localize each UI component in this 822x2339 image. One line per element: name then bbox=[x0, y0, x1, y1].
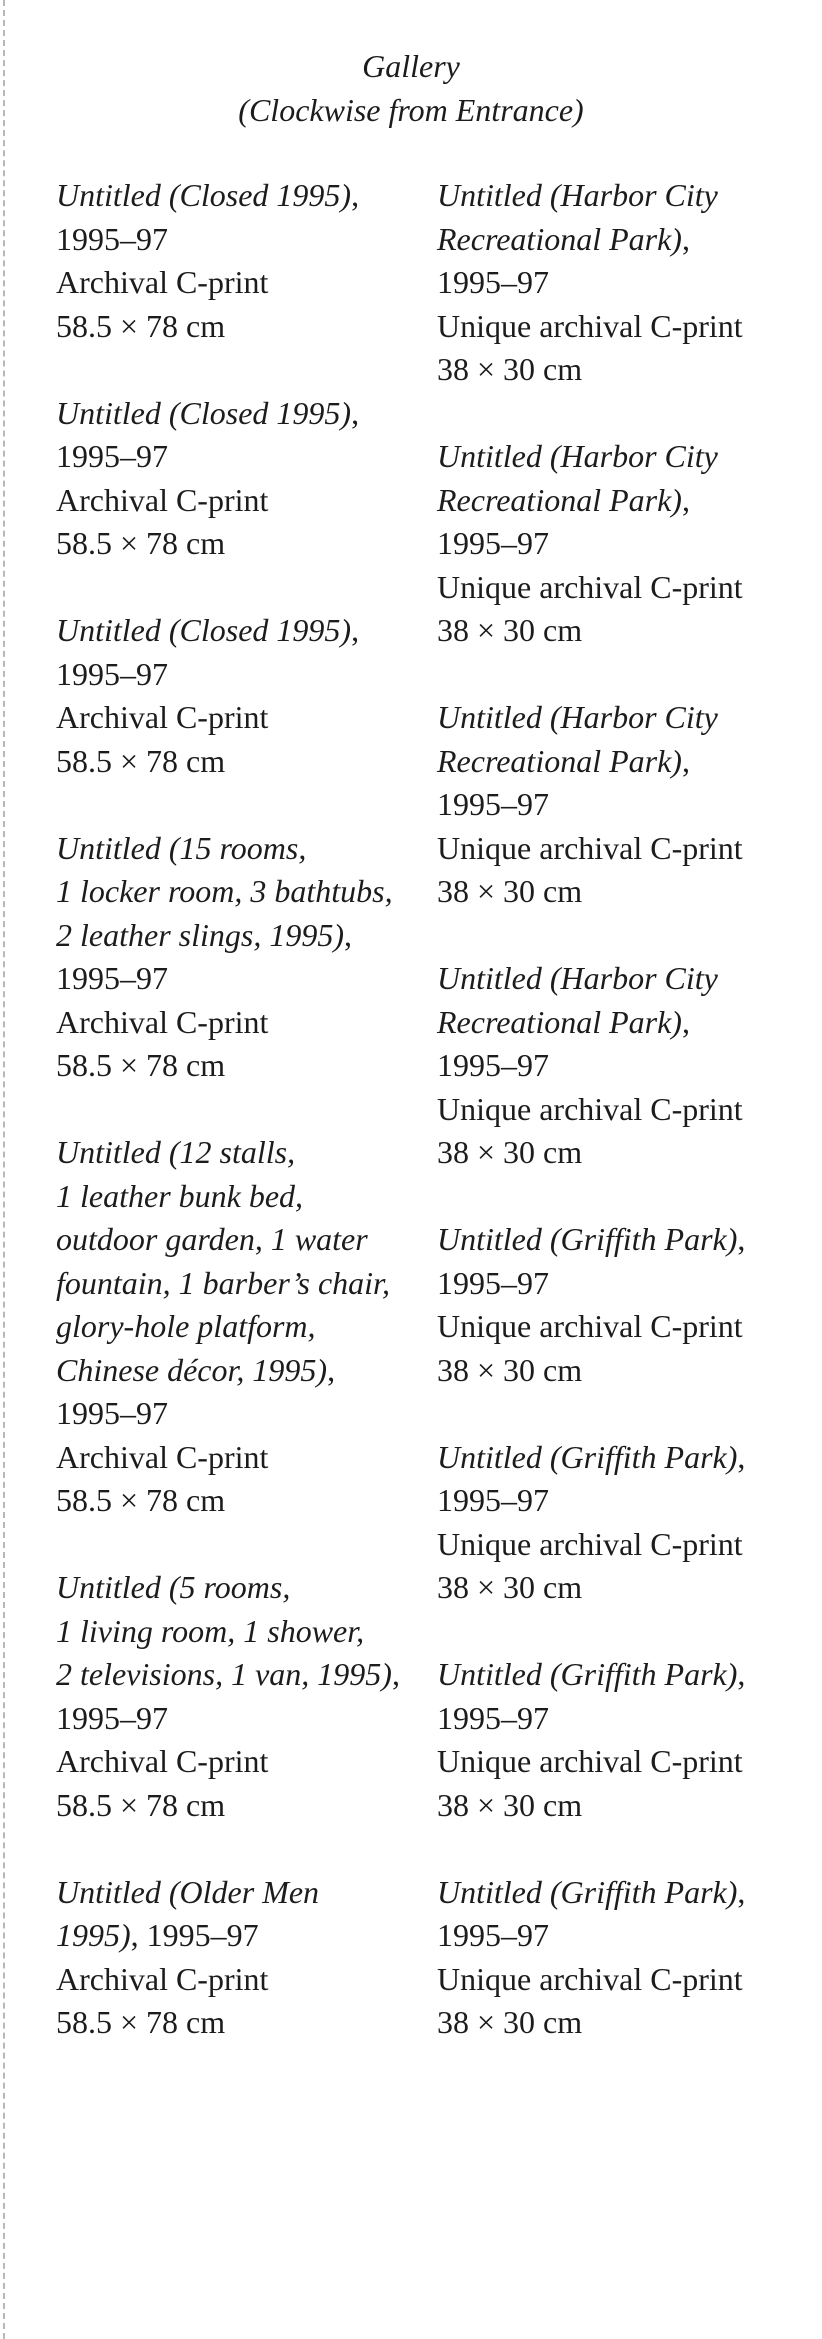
artwork-dimensions: 58.5 × 78 cm bbox=[56, 525, 226, 561]
artwork-title-text: Untitled (Harbor City bbox=[437, 177, 718, 213]
artwork-medium: Unique archival C-print bbox=[437, 1960, 743, 1997]
artwork-entry bbox=[437, 435, 822, 653]
artwork-title-line bbox=[56, 1262, 456, 1306]
artwork-dimensions: 38 × 30 cm bbox=[437, 612, 583, 648]
artwork-entry bbox=[437, 957, 822, 1175]
artwork-medium: Archival C-print bbox=[56, 1003, 269, 1040]
artwork-date: 1995–97 bbox=[56, 960, 168, 996]
artwork-title-suffix: , bbox=[681, 1003, 690, 1040]
artwork-entry bbox=[56, 392, 456, 566]
artwork-date: 1995–97 bbox=[437, 1917, 549, 1953]
artwork-title-text: Untitled (Closed 1995) bbox=[56, 612, 352, 648]
artwork-entry bbox=[56, 1131, 456, 1523]
artwork-date: 1995–97 bbox=[437, 525, 549, 561]
artwork-title-text: glory-hole platform, bbox=[56, 1308, 316, 1344]
artwork-date: 1995–97 bbox=[56, 1699, 168, 1736]
artwork-entry bbox=[437, 1871, 822, 2045]
artwork-title-line bbox=[437, 1001, 822, 1045]
artwork-title-text: 1 locker room, 3 bathtubs, bbox=[56, 873, 393, 909]
artwork-title-text: Untitled (Harbor City bbox=[437, 699, 718, 735]
artwork-title-text: 1995) bbox=[56, 1917, 131, 1953]
artwork-title-suffix: , bbox=[327, 1351, 336, 1388]
artwork-title-text: Recreational Park) bbox=[437, 481, 682, 518]
artwork-medium: Archival C-print bbox=[56, 481, 269, 518]
artwork-medium: Archival C-print bbox=[56, 1438, 269, 1475]
artwork-title-suffix: , bbox=[737, 1873, 746, 1910]
right-checklist-column bbox=[437, 174, 822, 2045]
artwork-entry bbox=[56, 827, 456, 1088]
artwork-title-suffix: , bbox=[351, 394, 360, 431]
artwork-date: 1995–97 bbox=[437, 1482, 549, 1518]
artwork-title-line bbox=[56, 392, 456, 436]
artwork-title-line bbox=[56, 609, 456, 653]
artwork-date: 1995–97 bbox=[437, 264, 549, 300]
artwork-title-text: Untitled (12 stalls, bbox=[56, 1134, 296, 1170]
artwork-title-suffix: , bbox=[681, 481, 690, 518]
artwork-title-text: Chinese décor, 1995) bbox=[56, 1351, 328, 1388]
artwork-title-line bbox=[437, 1436, 822, 1480]
artwork-dimensions: 58.5 × 78 cm bbox=[56, 1786, 226, 1823]
artwork-title-line bbox=[56, 827, 456, 871]
artwork-title-line bbox=[56, 1566, 456, 1610]
artwork-medium: Unique archival C-print bbox=[437, 1308, 743, 1344]
artwork-title-text: Untitled (Griffith Park) bbox=[437, 1873, 738, 1910]
artwork-dimensions: 58.5 × 78 cm bbox=[56, 307, 226, 344]
artwork-medium: Archival C-print bbox=[56, 1960, 269, 1997]
artwork-title-text: Untitled (5 rooms, bbox=[56, 1569, 291, 1605]
artwork-title-line bbox=[56, 870, 456, 914]
artwork-title-line bbox=[56, 1653, 456, 1697]
artwork-medium: Unique archival C-print bbox=[437, 829, 743, 866]
artwork-entry bbox=[437, 1653, 822, 1827]
artwork-entry bbox=[437, 696, 822, 914]
artwork-title-line bbox=[437, 740, 822, 784]
gallery-header bbox=[0, 44, 822, 132]
gallery-title: Gallery bbox=[362, 48, 460, 84]
artwork-title-line bbox=[56, 174, 456, 218]
artwork-title-text: Recreational Park) bbox=[437, 742, 682, 779]
artwork-date: 1995–97 bbox=[56, 220, 168, 257]
artwork-date: 1995–97 bbox=[56, 438, 168, 474]
artwork-title-line bbox=[56, 914, 456, 958]
artwork-entry bbox=[437, 1218, 822, 1392]
artwork-title-text: Untitled (Older Men bbox=[56, 1873, 320, 1910]
artwork-title-suffix: , bbox=[681, 742, 690, 779]
artwork-title-suffix: , bbox=[343, 916, 352, 953]
artwork-title-line bbox=[437, 174, 822, 218]
artwork-dimensions: 38 × 30 cm bbox=[437, 1351, 583, 1388]
artwork-entry bbox=[437, 1436, 822, 1610]
artwork-entry bbox=[437, 174, 822, 392]
artwork-title-text: Untitled (15 rooms, bbox=[56, 829, 307, 866]
artwork-title-suffix: , bbox=[737, 1438, 746, 1475]
artwork-dimensions: 38 × 30 cm bbox=[437, 1569, 583, 1605]
artwork-title-text: Untitled (Harbor City bbox=[437, 438, 718, 474]
artwork-title-text: 2 leather slings, 1995) bbox=[56, 916, 344, 953]
artwork-title-line bbox=[56, 1305, 456, 1349]
artwork-title-line bbox=[56, 1871, 456, 1915]
gallery-subtitle: (Clockwise from Entrance) bbox=[238, 92, 584, 128]
artwork-title-text: Untitled (Closed 1995) bbox=[56, 394, 352, 431]
artwork-dimensions: 38 × 30 cm bbox=[437, 351, 583, 387]
artwork-dimensions: 58.5 × 78 cm bbox=[56, 2004, 226, 2040]
artwork-title-line bbox=[437, 479, 822, 523]
artwork-title-text: Untitled (Harbor City bbox=[437, 960, 718, 996]
artwork-entry bbox=[56, 174, 456, 348]
artwork-medium: Archival C-print bbox=[56, 699, 269, 735]
artwork-entry bbox=[56, 1871, 456, 2045]
artwork-date: 1995–97 bbox=[437, 1047, 549, 1083]
artwork-dimensions: 58.5 × 78 cm bbox=[56, 742, 226, 779]
artwork-title-text: 1 living room, 1 shower, bbox=[56, 1612, 365, 1649]
artwork-medium: Unique archival C-print bbox=[437, 1090, 743, 1127]
artwork-title-text: Untitled (Griffith Park) bbox=[437, 1221, 738, 1257]
artwork-dimensions: 38 × 30 cm bbox=[437, 1134, 583, 1170]
artwork-title-text: Untitled (Griffith Park) bbox=[437, 1438, 738, 1475]
artwork-dimensions: 58.5 × 78 cm bbox=[56, 1482, 226, 1518]
artwork-title-line bbox=[437, 1653, 822, 1697]
artwork-title-line bbox=[56, 1349, 456, 1393]
artwork-dimensions: 58.5 × 78 cm bbox=[56, 1047, 226, 1083]
artwork-title-line bbox=[437, 1871, 822, 1915]
artwork-dimensions: 38 × 30 cm bbox=[437, 2004, 583, 2040]
artwork-title-suffix: , bbox=[681, 220, 690, 257]
artwork-title-text: fountain, 1 barber’s chair, bbox=[56, 1264, 390, 1301]
left-checklist-column bbox=[56, 174, 456, 2045]
artwork-title-suffix: , 1995–97 bbox=[130, 1917, 259, 1953]
artwork-title-suffix: , bbox=[351, 612, 360, 648]
artwork-medium: Archival C-print bbox=[56, 1743, 269, 1779]
artwork-title-text: Untitled (Griffith Park) bbox=[437, 1656, 738, 1692]
artwork-title-line bbox=[56, 1175, 456, 1219]
artwork-medium: Unique archival C-print bbox=[437, 307, 743, 344]
artwork-date: 1995–97 bbox=[56, 1395, 168, 1431]
artwork-date: 1995–97 bbox=[437, 1264, 549, 1301]
artwork-medium: Unique archival C-print bbox=[437, 1743, 743, 1779]
artwork-date: 1995–97 bbox=[56, 655, 168, 692]
artwork-title-line bbox=[437, 1218, 822, 1262]
artwork-title-text: Recreational Park) bbox=[437, 1003, 682, 1040]
artwork-entry bbox=[56, 609, 456, 783]
artwork-title-line bbox=[437, 435, 822, 479]
artwork-title-line bbox=[437, 696, 822, 740]
artwork-title-text: Recreational Park) bbox=[437, 220, 682, 257]
artwork-date: 1995–97 bbox=[437, 786, 549, 822]
artwork-title-line bbox=[437, 957, 822, 1001]
artwork-title-line bbox=[56, 1610, 456, 1654]
artwork-date: 1995–97 bbox=[437, 1699, 549, 1736]
artwork-title-suffix: , bbox=[351, 177, 360, 213]
artwork-title-text: 1 leather bunk bed, bbox=[56, 1177, 304, 1214]
artwork-title-suffix: , bbox=[391, 1656, 400, 1692]
artwork-title-line bbox=[56, 1131, 456, 1175]
artwork-title-line bbox=[56, 1914, 456, 1958]
artwork-title-suffix: , bbox=[737, 1221, 746, 1257]
artwork-title-line bbox=[56, 1218, 456, 1262]
artwork-dimensions: 38 × 30 cm bbox=[437, 1786, 583, 1823]
artwork-dimensions: 38 × 30 cm bbox=[437, 873, 583, 909]
artwork-medium: Unique archival C-print bbox=[437, 1525, 743, 1562]
artwork-title-line bbox=[437, 218, 822, 262]
page-edge-dashed-line bbox=[3, 0, 5, 2339]
artwork-title-suffix: , bbox=[737, 1656, 746, 1692]
artwork-medium: Archival C-print bbox=[56, 264, 269, 300]
artwork-title-text: outdoor garden, 1 water bbox=[56, 1221, 368, 1257]
artwork-title-text: 2 televisions, 1 van, 1995) bbox=[56, 1656, 392, 1692]
artwork-entry bbox=[56, 1566, 456, 1827]
artwork-title-text: Untitled (Closed 1995) bbox=[56, 177, 352, 213]
artwork-medium: Unique archival C-print bbox=[437, 568, 743, 605]
